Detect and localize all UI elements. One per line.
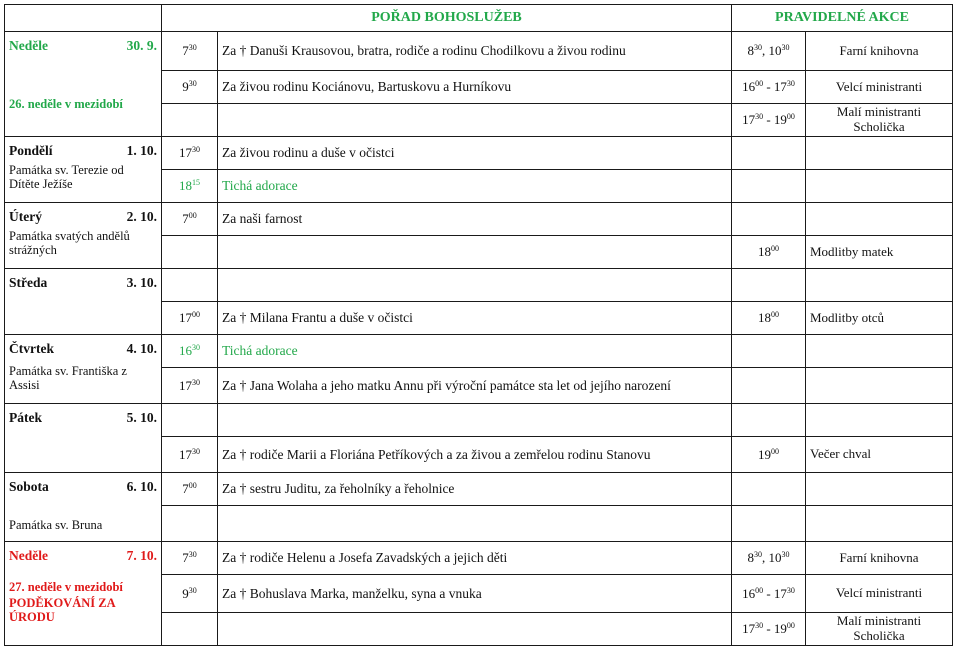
header-akce: PRAVIDELNÉ AKCE bbox=[732, 5, 953, 32]
event-name bbox=[806, 473, 953, 506]
event-time bbox=[732, 71, 806, 104]
schedule-row bbox=[5, 32, 953, 71]
event-label: Velcí ministranti bbox=[835, 78, 923, 94]
minute: 30 bbox=[188, 43, 197, 53]
mass-intention bbox=[218, 236, 732, 269]
event-name bbox=[806, 302, 953, 335]
day-date: 3. 10. bbox=[126, 275, 157, 290]
hour: 19 bbox=[773, 112, 787, 128]
day-heading bbox=[9, 275, 157, 291]
hour: 17 bbox=[742, 112, 756, 128]
hour: 16 bbox=[742, 585, 756, 601]
mass-intention bbox=[218, 368, 732, 404]
day-cell bbox=[5, 335, 162, 404]
intention-text: Za † Danuši Krausovou, bratra, rodiče a rodinu Chodilkovu a živou rodinu bbox=[222, 43, 626, 59]
day-date: 7. 10. bbox=[126, 548, 157, 563]
minute: 00 bbox=[188, 211, 197, 221]
minute: 15 bbox=[192, 178, 200, 188]
mass-intention bbox=[218, 170, 732, 203]
day-name: Středa bbox=[9, 275, 48, 290]
hour: 8 bbox=[747, 550, 754, 566]
hour: 8 bbox=[747, 43, 754, 59]
minute: 00 bbox=[786, 112, 795, 122]
hour: 18 bbox=[179, 178, 192, 194]
minute: 00 bbox=[786, 621, 795, 631]
minute: 00 bbox=[188, 481, 197, 491]
event-time bbox=[732, 404, 806, 437]
intention-text: Za živou rodinu Kociánovu, Bartuskovu a Hurníkovu bbox=[222, 79, 512, 95]
event-name bbox=[806, 32, 953, 71]
schedule-row bbox=[5, 335, 953, 368]
mass-time bbox=[162, 506, 218, 542]
intention-text: Za † Jana Wolaha a jeho matku Annu při výroční památce sta let od jejího narození bbox=[222, 377, 671, 393]
minute: 30 bbox=[786, 79, 795, 89]
minute: 00 bbox=[771, 446, 779, 456]
minute: 30 bbox=[192, 145, 200, 155]
hour: 17 bbox=[179, 310, 192, 326]
event-name bbox=[806, 203, 953, 236]
minute: 30 bbox=[192, 343, 200, 353]
minute: 00 bbox=[771, 244, 779, 254]
event-name bbox=[806, 71, 953, 104]
hour: 7 bbox=[182, 211, 189, 227]
mass-time bbox=[162, 269, 218, 302]
mass-time bbox=[162, 473, 218, 506]
event-time bbox=[732, 575, 806, 613]
event-label: Večer chval bbox=[810, 446, 871, 462]
mass-time bbox=[162, 335, 218, 368]
intention-text: Za † sestru Juditu, za řeholníky a řeholnice bbox=[222, 481, 455, 497]
minute: 30 bbox=[754, 43, 762, 53]
mass-intention bbox=[218, 302, 732, 335]
schedule-row bbox=[5, 269, 953, 302]
mass-time bbox=[162, 575, 218, 613]
event-name bbox=[806, 437, 953, 473]
minute: 30 bbox=[754, 550, 762, 560]
schedule-row bbox=[5, 473, 953, 506]
mass-time bbox=[162, 137, 218, 170]
hour: 17 bbox=[179, 446, 192, 462]
hour: 19 bbox=[773, 621, 787, 637]
event-label: Modlitby matek bbox=[810, 243, 894, 259]
event-name bbox=[806, 575, 953, 613]
mass-time bbox=[162, 203, 218, 236]
day-name: Úterý bbox=[9, 209, 42, 224]
event-name bbox=[806, 170, 953, 203]
mass-intention bbox=[218, 473, 732, 506]
mass-intention bbox=[218, 32, 732, 71]
mass-time bbox=[162, 368, 218, 404]
time-separator: - bbox=[763, 621, 774, 637]
mass-time bbox=[162, 170, 218, 203]
mass-time bbox=[162, 437, 218, 473]
event-name bbox=[806, 404, 953, 437]
day-cell bbox=[5, 203, 162, 269]
hour: 17 bbox=[742, 621, 756, 637]
hour: 17 bbox=[179, 377, 192, 393]
event-time bbox=[732, 236, 806, 269]
day-heading bbox=[9, 548, 157, 564]
event-time bbox=[732, 302, 806, 335]
mass-intention bbox=[218, 613, 732, 646]
hour: 18 bbox=[758, 310, 771, 326]
minute: 30 bbox=[755, 621, 764, 631]
event-time bbox=[732, 473, 806, 506]
minute: 00 bbox=[755, 585, 764, 595]
minute: 30 bbox=[192, 446, 200, 456]
mass-intention bbox=[218, 575, 732, 613]
minute: 30 bbox=[192, 377, 200, 387]
day-date: 2. 10. bbox=[126, 209, 157, 224]
minute: 00 bbox=[771, 310, 779, 320]
mass-time bbox=[162, 236, 218, 269]
event-time bbox=[732, 506, 806, 542]
mass-time bbox=[162, 302, 218, 335]
hour: 7 bbox=[182, 43, 189, 59]
event-time bbox=[732, 437, 806, 473]
day-name: Neděle bbox=[9, 548, 48, 563]
intention-text: Za † Milana Frantu a duše v očistci bbox=[222, 310, 413, 326]
intention-text: Tichá adorace bbox=[222, 343, 298, 359]
header-row bbox=[5, 5, 953, 32]
schedule-row bbox=[5, 203, 953, 236]
mass-intention bbox=[218, 542, 732, 575]
minute: 30 bbox=[755, 112, 764, 122]
day-cell bbox=[5, 473, 162, 542]
mass-intention bbox=[218, 104, 732, 137]
minute: 30 bbox=[188, 585, 197, 595]
mass-intention bbox=[218, 506, 732, 542]
hour: 17 bbox=[773, 79, 787, 95]
minute: 30 bbox=[786, 585, 795, 595]
time-separator: , bbox=[762, 550, 769, 566]
hour: 10 bbox=[768, 550, 782, 566]
hour: 19 bbox=[758, 446, 771, 462]
hour: 16 bbox=[742, 79, 756, 95]
event-time bbox=[732, 613, 806, 646]
event-time bbox=[732, 203, 806, 236]
day-cell bbox=[5, 542, 162, 646]
day-note: Památka svatých andělů strážných bbox=[9, 228, 130, 257]
event-label-2: Scholička bbox=[853, 119, 905, 134]
event-time bbox=[732, 368, 806, 404]
event-time bbox=[732, 170, 806, 203]
hour: 17 bbox=[773, 585, 787, 601]
schedule-table bbox=[4, 4, 953, 646]
hour: 7 bbox=[182, 481, 189, 497]
hour: 9 bbox=[182, 585, 189, 601]
event-label: Farní knihovna bbox=[839, 549, 919, 565]
day-name: Sobota bbox=[9, 479, 49, 494]
mass-intention bbox=[218, 335, 732, 368]
event-time bbox=[732, 104, 806, 137]
day-date: 5. 10. bbox=[126, 410, 157, 425]
hour: 17 bbox=[179, 145, 192, 161]
day-heading bbox=[9, 410, 157, 426]
event-name bbox=[806, 236, 953, 269]
event-time bbox=[732, 137, 806, 170]
day-date: 6. 10. bbox=[126, 479, 157, 494]
event-label: Malí ministranti bbox=[836, 104, 922, 120]
event-label-2: Scholička bbox=[853, 628, 905, 643]
schedule-row bbox=[5, 137, 953, 170]
day-note: 26. neděle v mezidobí bbox=[9, 96, 123, 111]
hour: 7 bbox=[182, 550, 189, 566]
minute: 30 bbox=[781, 550, 790, 560]
day-note: Památka sv. Terezie od Dítěte Ježíše bbox=[9, 162, 124, 191]
mass-intention bbox=[218, 437, 732, 473]
time-separator: - bbox=[763, 79, 774, 95]
day-heading bbox=[9, 143, 157, 159]
event-name bbox=[806, 104, 953, 137]
mass-time bbox=[162, 32, 218, 71]
minute: 30 bbox=[188, 550, 197, 560]
schedule-row bbox=[5, 404, 953, 437]
time-separator: - bbox=[763, 112, 774, 128]
header-porad: POŘAD BOHOSLUŽEB bbox=[162, 5, 732, 32]
event-name bbox=[806, 269, 953, 302]
hour: 9 bbox=[182, 79, 189, 95]
time-separator: - bbox=[763, 585, 774, 601]
day-note: Památka sv. Bruna bbox=[9, 517, 103, 532]
event-label: Farní knihovna bbox=[839, 42, 919, 58]
hour: 16 bbox=[179, 343, 192, 359]
event-time bbox=[732, 542, 806, 575]
day-name: Pondělí bbox=[9, 143, 53, 158]
intention-text: Za † Bohuslava Marka, manželku, syna a vnuka bbox=[222, 585, 482, 601]
day-heading bbox=[9, 209, 157, 225]
mass-intention bbox=[218, 71, 732, 104]
intention-text: Za † rodiče Helenu a Josefa Zavadských a jejich děti bbox=[222, 550, 508, 566]
mass-time bbox=[162, 404, 218, 437]
event-time bbox=[732, 269, 806, 302]
day-heading bbox=[9, 341, 157, 357]
day-cell bbox=[5, 404, 162, 473]
day-date: 30. 9. bbox=[126, 38, 157, 53]
day-name: Pátek bbox=[9, 410, 42, 425]
day-cell bbox=[5, 32, 162, 137]
mass-intention bbox=[218, 137, 732, 170]
intention-text: Tichá adorace bbox=[222, 178, 298, 194]
minute: 30 bbox=[781, 43, 790, 53]
hour: 10 bbox=[768, 43, 782, 59]
mass-time bbox=[162, 613, 218, 646]
day-note: Památka sv. Františka z Assisi bbox=[9, 363, 127, 392]
day-cell bbox=[5, 269, 162, 335]
event-label: Malí ministranti bbox=[836, 613, 922, 629]
mass-intention bbox=[218, 203, 732, 236]
event-time bbox=[732, 335, 806, 368]
intention-text: Za † rodiče Marii a Floriána Petříkových a za živou a zemřelou rodinu Stanovu bbox=[222, 446, 651, 462]
mass-time bbox=[162, 71, 218, 104]
day-name: Neděle bbox=[9, 38, 48, 53]
day-date: 4. 10. bbox=[126, 341, 157, 356]
event-time bbox=[732, 32, 806, 71]
day-note-2: PODĚKOVÁNÍ ZA ÚRODU bbox=[9, 595, 115, 625]
event-name bbox=[806, 137, 953, 170]
day-date: 1. 10. bbox=[126, 143, 157, 158]
hour: 18 bbox=[758, 244, 771, 260]
event-name bbox=[806, 335, 953, 368]
time-separator: , bbox=[762, 43, 769, 59]
minute: 30 bbox=[188, 79, 197, 89]
event-label: Velcí ministranti bbox=[835, 585, 923, 601]
event-name bbox=[806, 506, 953, 542]
intention-text: Za živou rodinu a duše v očistci bbox=[222, 145, 395, 161]
event-name bbox=[806, 613, 953, 646]
day-cell bbox=[5, 137, 162, 203]
day-name: Čtvrtek bbox=[9, 341, 54, 356]
header-empty-cell bbox=[5, 5, 162, 32]
mass-time bbox=[162, 104, 218, 137]
intention-text: Za naši farnost bbox=[222, 211, 303, 227]
day-note: 27. neděle v mezidobí bbox=[9, 579, 123, 594]
mass-intention bbox=[218, 404, 732, 437]
event-name bbox=[806, 542, 953, 575]
day-heading bbox=[9, 38, 157, 54]
schedule-row bbox=[5, 542, 953, 575]
event-label: Modlitby otců bbox=[810, 309, 885, 325]
day-heading bbox=[9, 479, 157, 495]
mass-intention bbox=[218, 269, 732, 302]
minute: 00 bbox=[192, 310, 200, 320]
event-name bbox=[806, 368, 953, 404]
minute: 00 bbox=[755, 79, 764, 89]
mass-time bbox=[162, 542, 218, 575]
